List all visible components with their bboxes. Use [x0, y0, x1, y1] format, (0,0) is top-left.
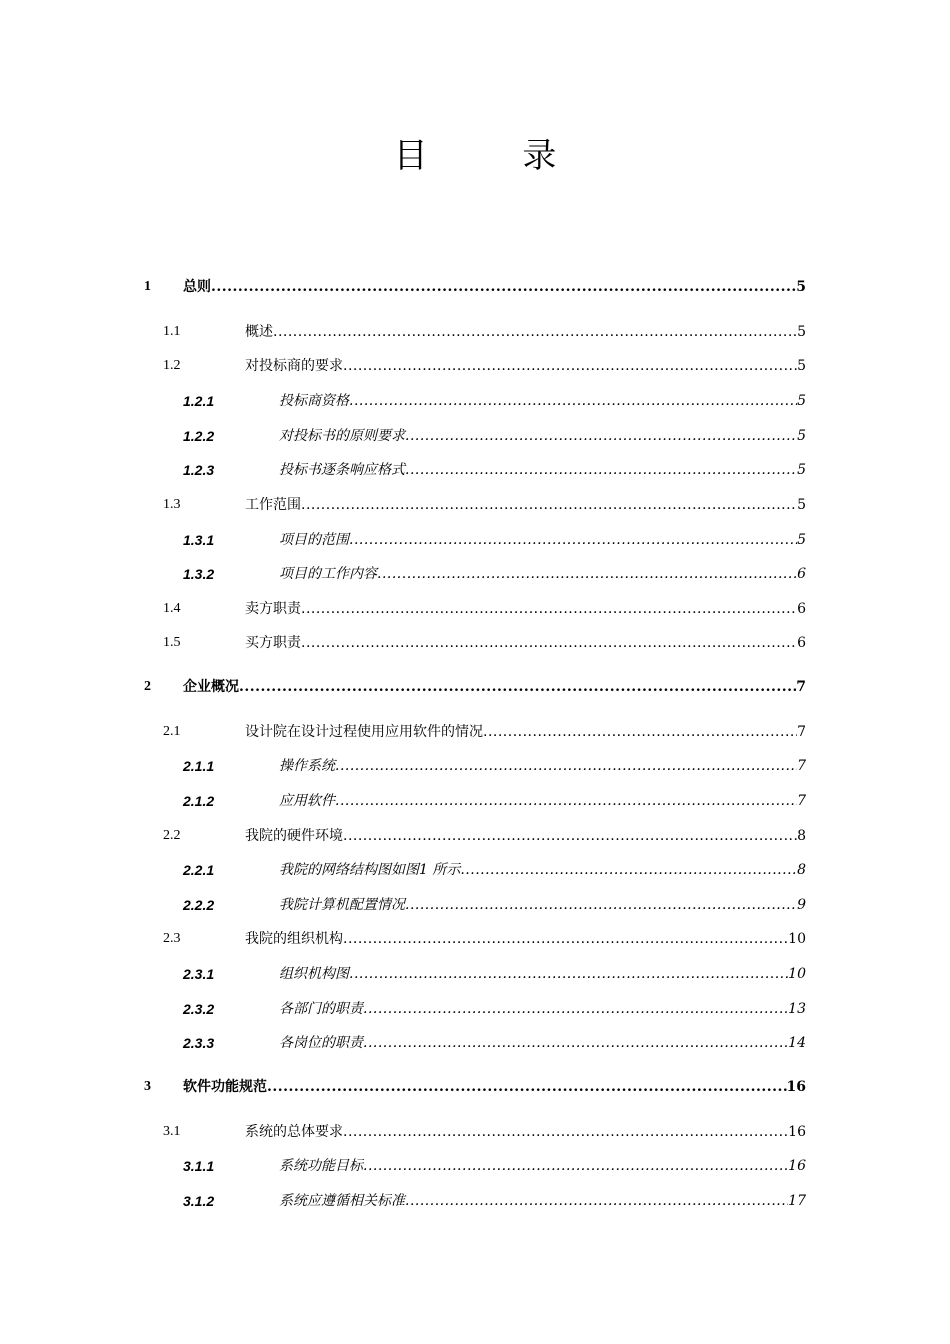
toc-entry-number: 3 [144, 1079, 151, 1094]
toc-dot-leader [405, 458, 797, 482]
toc-entry-page: 10 [788, 931, 806, 947]
toc-dot-leader [363, 997, 788, 1021]
toc-entry-number: 2.2 [163, 828, 181, 843]
toc-entry-title: 项目的范围 [279, 532, 349, 548]
toc-entry-number: 1.3.1 [183, 532, 215, 548]
toc-entry-title: 我院的网络结构图如图1 所示 [279, 862, 461, 878]
toc-entry[interactable] [0, 389, 950, 413]
toc-entry-title: 卖方职责 [245, 601, 301, 617]
toc-entry-number: 3.1 [163, 1124, 181, 1139]
toc-entry-number: 2.3.2 [183, 1001, 215, 1017]
toc-entry-page: 7 [797, 724, 806, 740]
toc-entry-line [279, 893, 806, 917]
toc-dot-leader [363, 1031, 788, 1055]
toc-entry-number: 1.4 [163, 601, 181, 616]
toc-entry-page: 6 [797, 566, 806, 582]
toc-entry-page: 5 [796, 279, 806, 295]
toc-entry-page: 5 [797, 532, 806, 548]
toc-entry-number: 2 [144, 679, 151, 694]
toc-entry-page: 6 [797, 635, 806, 651]
toc-entry[interactable] [0, 528, 950, 552]
toc-entry-page: 17 [788, 1193, 806, 1209]
toc-dot-leader [363, 1154, 788, 1178]
toc-entry-page: 7 [797, 758, 806, 774]
toc-entry-title: 系统功能目标 [279, 1158, 363, 1174]
toc-entry-line [279, 1154, 806, 1178]
toc-dot-leader [349, 528, 797, 552]
toc-entry-line [279, 754, 806, 778]
toc-entry-page: 16 [786, 1079, 806, 1095]
toc-dot-leader [343, 1120, 788, 1144]
toc-entry[interactable] [0, 631, 950, 655]
toc-entry-page: 8 [797, 862, 806, 878]
toc-entry[interactable] [0, 424, 950, 448]
toc-dot-leader [239, 675, 796, 699]
toc-entry[interactable] [0, 562, 950, 586]
toc-dot-leader [335, 789, 797, 813]
toc-entry-line [245, 631, 806, 655]
toc-entry-line [245, 320, 806, 344]
toc-dot-leader [405, 424, 797, 448]
toc-entry-page: 8 [797, 828, 806, 844]
toc-entry[interactable] [0, 858, 950, 882]
toc-entry-line [279, 562, 806, 586]
toc-entry-number: 2.3.3 [183, 1035, 215, 1051]
toc-entry-number: 1.2.2 [183, 428, 215, 444]
toc-entry-line [245, 1120, 806, 1144]
toc-dot-leader [301, 597, 797, 621]
toc-entry-page: 16 [788, 1158, 806, 1174]
toc-entry-number: 1.2.3 [183, 462, 215, 478]
toc-entry-page: 14 [788, 1035, 806, 1051]
toc-dot-leader [301, 493, 797, 517]
toc-entry[interactable] [0, 275, 950, 299]
toc-entry-number: 3.1.1 [183, 1158, 215, 1174]
toc-entry-title: 对投标商的要求 [245, 358, 343, 374]
toc-entry[interactable] [0, 458, 950, 482]
toc-dot-leader [460, 858, 797, 882]
toc-dot-leader [405, 1189, 788, 1213]
toc-entry-page: 7 [797, 793, 806, 809]
toc-entry[interactable] [0, 597, 950, 621]
toc-entry[interactable] [0, 354, 950, 378]
toc-dot-leader [211, 275, 796, 299]
toc-entry-number: 1 [144, 279, 151, 294]
toc-entry-title: 项目的工作内容 [279, 566, 377, 582]
toc-entry-line [245, 597, 806, 621]
toc-entry-number: 1.3 [163, 497, 181, 512]
toc-entry-number: 2.3 [163, 931, 181, 946]
toc-entry[interactable] [0, 824, 950, 848]
toc-entry-title: 我院的硬件环境 [245, 828, 343, 844]
toc-entry-line [279, 858, 806, 882]
toc-entry-title: 概述 [245, 324, 273, 340]
toc-entry-title: 投标商资格 [279, 393, 349, 409]
toc-entry-line [279, 528, 806, 552]
toc-entry-number: 2.2.2 [183, 897, 215, 913]
toc-dot-leader [343, 354, 797, 378]
toc-entry[interactable] [0, 754, 950, 778]
toc-entry[interactable] [0, 789, 950, 813]
toc-entry-title: 各岗位的职责 [279, 1035, 363, 1051]
toc-entry-title: 设计院在设计过程使用应用软件的情况 [245, 724, 483, 740]
toc-entry[interactable] [0, 493, 950, 517]
toc-entry[interactable] [0, 927, 950, 951]
toc-entry-page: 6 [797, 601, 806, 617]
toc-entry-line [245, 824, 806, 848]
toc-entry-title: 对投标书的原则要求 [279, 428, 405, 444]
toc-entry-number: 1.3.2 [183, 566, 215, 582]
toc-entry-title: 操作系统 [279, 758, 335, 774]
toc-entry-line [183, 275, 806, 299]
toc-entry-title: 系统的总体要求 [245, 1124, 343, 1140]
toc-entry-title: 软件功能规范 [183, 1079, 267, 1095]
toc-entry-line [245, 927, 806, 951]
toc-entry-line [245, 354, 806, 378]
toc-entry-page: 9 [797, 897, 806, 913]
toc-dot-leader [405, 893, 797, 917]
toc-entry-title: 我院计算机配置情况 [279, 897, 405, 913]
toc-entry-title: 买方职责 [245, 635, 301, 651]
toc-entry[interactable] [0, 1120, 950, 1144]
toc-entry-line [245, 720, 806, 744]
toc-entry-page: 5 [797, 358, 806, 374]
toc-entry[interactable] [0, 1154, 950, 1178]
toc-entry-page: 7 [796, 679, 806, 695]
toc-entry-page: 5 [797, 497, 806, 513]
toc-entry-number: 1.1 [163, 324, 181, 339]
toc-entry-title: 各部门的职责 [279, 1001, 363, 1017]
toc-entry-title: 总则 [183, 279, 211, 295]
toc-entry-number: 2.1 [163, 724, 181, 739]
toc-entry-number: 2.2.1 [183, 862, 215, 878]
toc-entry-line [279, 424, 806, 448]
toc-entry-number: 2.1.1 [183, 758, 215, 774]
toc-dot-leader [343, 824, 797, 848]
toc-dot-leader [377, 562, 797, 586]
page-title: 目 录 [393, 136, 599, 176]
toc-entry-line [183, 1075, 806, 1099]
toc-entry-line [279, 1031, 806, 1055]
toc-entry-title: 应用软件 [279, 793, 335, 809]
toc-entry[interactable] [0, 962, 950, 986]
toc-entry-number: 3.1.2 [183, 1193, 215, 1209]
toc-dot-leader [349, 962, 788, 986]
toc-dot-leader [335, 754, 797, 778]
toc-entry-title: 系统应遵循相关标准 [279, 1193, 405, 1209]
toc-entry-number: 1.5 [163, 635, 181, 650]
toc-entry-title: 组织机构图 [279, 966, 349, 982]
toc-entry-line [279, 789, 806, 813]
toc-entry-page: 10 [788, 966, 806, 982]
toc-entry-title: 我院的组织机构 [245, 931, 343, 947]
toc-entry-number: 1.2 [163, 358, 181, 373]
toc-entry-line [279, 962, 806, 986]
toc-entry[interactable] [0, 720, 950, 744]
toc-entry-number: 2.1.2 [183, 793, 215, 809]
toc-dot-leader [273, 320, 797, 344]
toc-entry[interactable] [0, 1031, 950, 1055]
toc-entry-page: 16 [788, 1124, 806, 1140]
toc-entry[interactable] [0, 997, 950, 1021]
toc-entry-page: 5 [797, 462, 806, 478]
toc-entry-number: 1.2.1 [183, 393, 215, 409]
toc-entry[interactable] [0, 675, 950, 699]
toc-dot-leader [343, 927, 788, 951]
toc-dot-leader [349, 389, 797, 413]
toc-entry-title: 企业概况 [183, 679, 239, 695]
toc-entry-line [279, 389, 806, 413]
toc-entry-line [183, 675, 806, 699]
toc-entry-line [279, 1189, 806, 1213]
toc-entry-line [279, 458, 806, 482]
toc-entry-title: 工作范围 [245, 497, 301, 513]
toc-entry-page: 5 [797, 393, 806, 409]
toc-entry[interactable] [0, 893, 950, 917]
toc-entry[interactable] [0, 1075, 950, 1099]
toc-entry-line [279, 997, 806, 1021]
toc-entry[interactable] [0, 320, 950, 344]
toc-dot-leader [483, 720, 797, 744]
toc-entry-page: 5 [797, 428, 806, 444]
toc-entry-title: 投标书逐条响应格式 [279, 462, 405, 478]
toc-entry-page: 5 [797, 324, 806, 340]
toc-entry-number: 2.3.1 [183, 966, 215, 982]
toc-entry-line [245, 493, 806, 517]
toc-dot-leader [267, 1075, 787, 1099]
toc-entry[interactable] [0, 1189, 950, 1213]
toc-dot-leader [301, 631, 797, 655]
toc-entry-page: 13 [788, 1001, 806, 1017]
